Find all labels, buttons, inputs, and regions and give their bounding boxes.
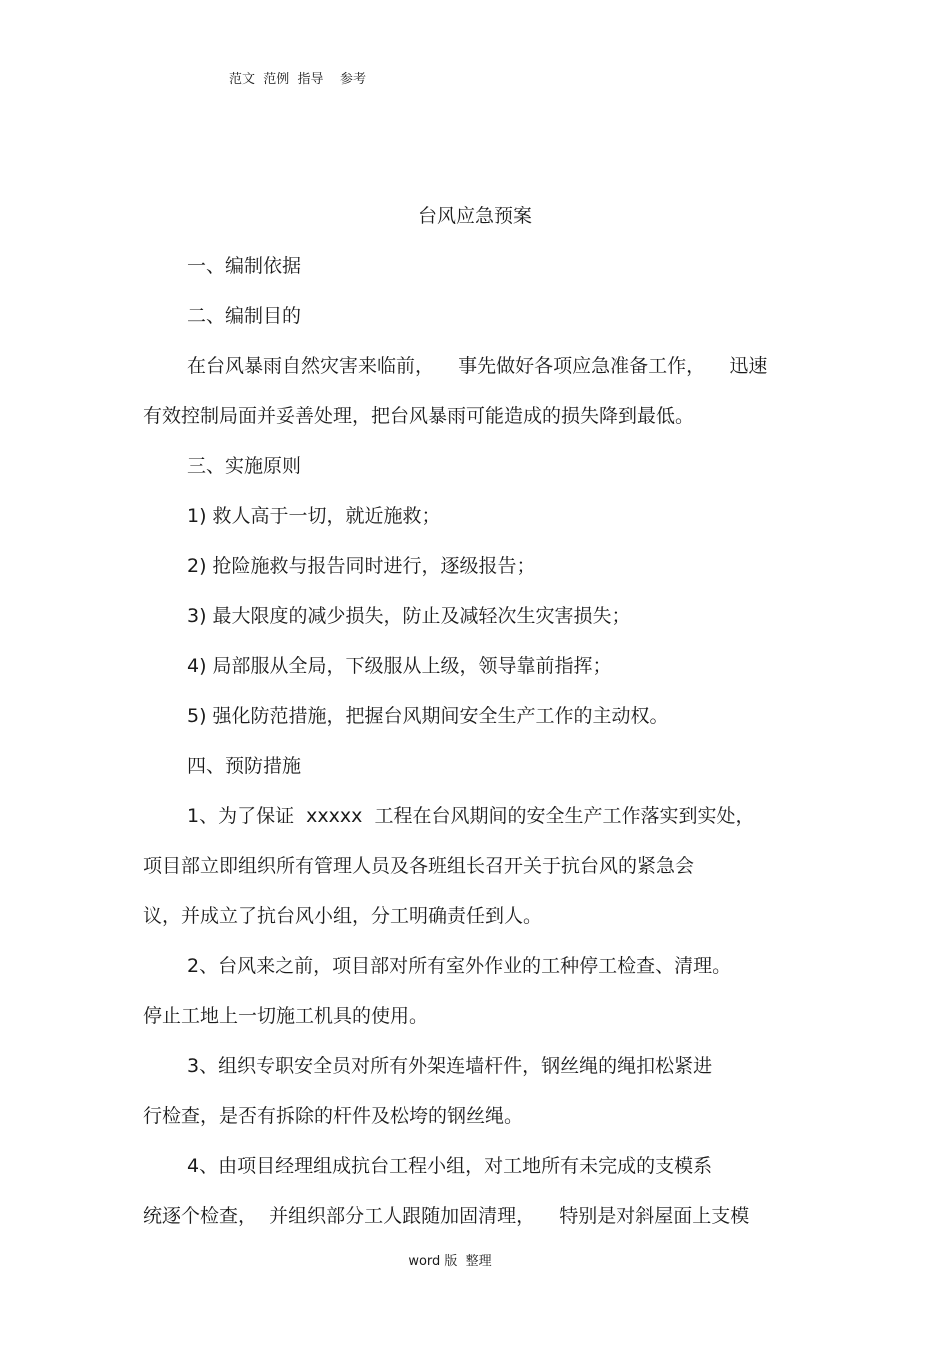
list-item: 1) 救人高于一切，就近施救； xyxy=(187,505,441,527)
paragraph-line: 3、组织专职安全员对所有外架连墙杆件，钢丝绳的绳扣松紧进 xyxy=(187,1055,713,1077)
list-item: 3) 最大限度的减少损失，防止及减轻次生灾害损失； xyxy=(187,605,631,627)
paragraph-line: 项目部立即组织所有管理人员及各班组长召开关于抗台风的紧急会 xyxy=(143,855,695,877)
list-item: 5) 强化防范措施，把握台风期间安全生产工作的主动权。 xyxy=(187,705,669,727)
section-heading: 二、编制目的 xyxy=(187,305,302,327)
paragraph-line: 停止工地上一切施工机具的使用。 xyxy=(143,1005,429,1027)
page-header: 范文 范例 指导 参考 xyxy=(229,72,367,87)
paragraph-line: 统逐个检查， 并组织部分工人跟随加固清理， 特别是对斜屋面上支模 xyxy=(143,1205,750,1227)
list-item: 4) 局部服从全局，下级服从上级，领导靠前指挥； xyxy=(187,655,612,677)
document-title: 台风应急预案 xyxy=(417,205,532,227)
paragraph-line: 1、为了保证 xxxxx 工程在台风期间的安全生产工作落实到实处， xyxy=(187,805,755,827)
paragraph-line: 4、由项目经理组成抗台工程小组，对工地所有未完成的支模系 xyxy=(187,1155,713,1177)
paragraph-line: 有效控制局面并妥善处理，把台风暴雨可能造成的损失降到最低。 xyxy=(143,405,695,427)
list-item: 2) 抢险施救与报告同时进行，逐级报告； xyxy=(187,555,536,577)
section-heading: 一、编制依据 xyxy=(187,255,302,277)
section-heading: 三、实施原则 xyxy=(187,455,302,477)
page-footer: word 版 整理 xyxy=(408,1254,492,1269)
section-heading: 四、预防措施 xyxy=(187,755,302,777)
paragraph-line: 2、台风来之前，项目部对所有室外作业的工种停工检查、清理。 xyxy=(187,955,732,977)
paragraph-line: 行检查，是否有拆除的杆件及松垮的钢丝绳。 xyxy=(143,1105,524,1127)
paragraph-line: 在台风暴雨自然灾害来临前， 事先做好各项应急准备工作， 迅速 xyxy=(187,355,768,377)
paragraph-line: 议，并成立了抗台风小组，分工明确责任到人。 xyxy=(143,905,543,927)
